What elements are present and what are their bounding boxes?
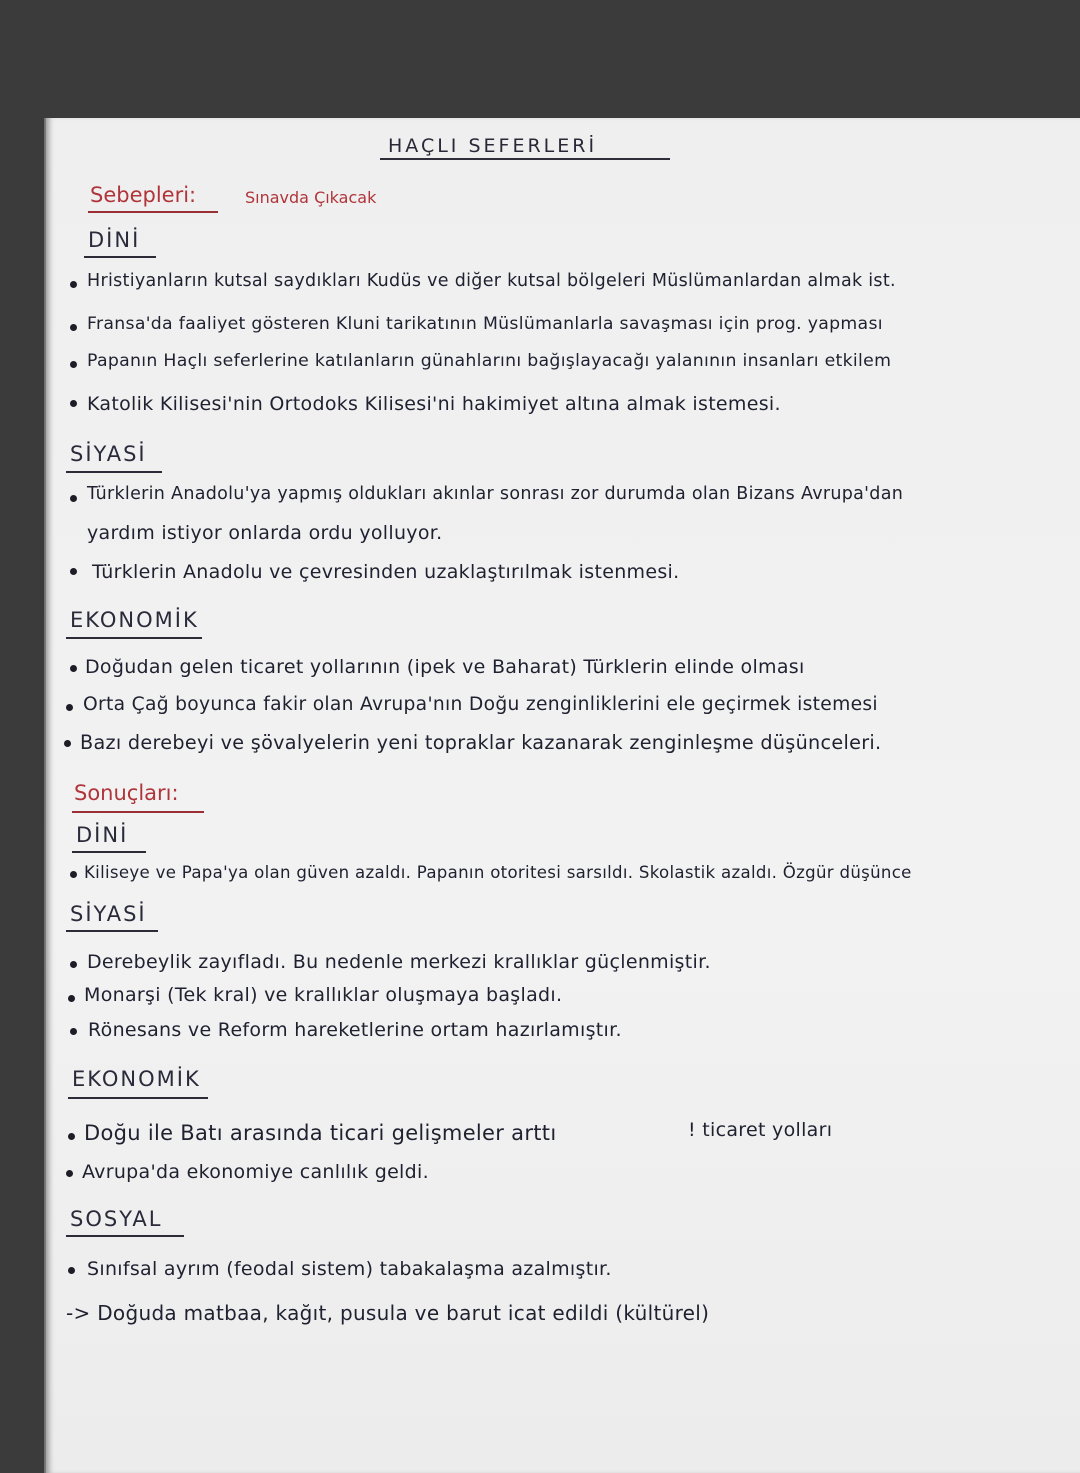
list-item: Türklerin Anadolu'ya yapmış oldukları akınlar sonrası zor durumda olan Bizans Avrupa'dan <box>87 484 904 504</box>
page-title: HAÇLI SEFERLERİ <box>388 135 598 157</box>
sebepler-siyasi-underline <box>66 471 162 473</box>
list-item: Hristiyanların kutsal saydıkları Kudüs ve diğer kutsal bölgeleri Müslümanlardan almak ist. <box>87 271 896 291</box>
bullet-icon <box>64 740 71 747</box>
list-item-side-note: ! ticaret yolları <box>688 1119 833 1141</box>
sonuclar-siyasi-underline <box>66 930 158 932</box>
list-item: Doğu ile Batı arasında ticari gelişmeler arttı <box>84 1121 557 1145</box>
list-item: Türklerin Anadolu ve çevresinden uzaklaştırılmak istenmesi. <box>92 561 680 583</box>
list-item: Bazı derebeyi ve şövalyelerin yeni topraklar kazanarak zenginleşme düşünceleri. <box>80 731 882 754</box>
bullet-icon <box>70 361 77 368</box>
sebepler-dini-underline <box>84 256 156 258</box>
sonuclar-siyasi-heading: SİYASİ <box>70 902 147 926</box>
list-item: Rönesans ve Reform hareketlerine ortam hazırlamıştır. <box>88 1019 622 1041</box>
sonuclar-ekonomik-underline <box>68 1097 208 1099</box>
sonuclar-sosyal-heading: SOSYAL <box>70 1207 163 1231</box>
list-item: Fransa'da faaliyet gösteren Kluni tarikatının Müslümanlarla savaşması için prog. yapması <box>87 314 883 334</box>
bullet-icon <box>70 568 77 575</box>
list-item: Orta Çağ boyunca fakir olan Avrupa'nın Doğu zenginliklerini ele geçirmek istemesi <box>83 694 878 715</box>
bullet-icon <box>70 961 77 968</box>
bullet-icon <box>68 1267 75 1274</box>
bullet-icon <box>70 1028 77 1035</box>
bullet-icon <box>70 400 77 407</box>
bullet-icon <box>70 324 77 331</box>
bullet-icon <box>68 1133 75 1140</box>
sebepler-dini-heading: DİNİ <box>88 228 141 252</box>
bullet-icon <box>66 704 73 711</box>
list-item: Derebeylik zayıfladı. Bu nedenle merkezi krallıklar güçlenmiştir. <box>87 951 711 973</box>
sebepler-heading: Sebepleri: <box>90 183 197 207</box>
list-item: Katolik Kilisesi'nin Ortodoks Kilisesi'ni hakimiyet altına almak istemesi. <box>87 393 781 415</box>
list-item: Kiliseye ve Papa'ya olan güven azaldı. Papanın otoritesi sarsıldı. Skolastik azaldı. Özgür düşünce <box>84 863 912 882</box>
sonuclar-sosyal-underline <box>66 1235 184 1237</box>
sonuclar-dini-underline <box>72 851 146 853</box>
sonuclar-heading: Sonuçları: <box>74 781 179 805</box>
list-item-arrow: -> Doğuda matbaa, kağıt, pusula ve barut icat edildi (kültürel) <box>66 1301 710 1325</box>
sebepler-note: Sınavda Çıkacak <box>245 188 377 207</box>
list-item: Monarşi (Tek kral) ve krallıklar oluşmaya başladı. <box>84 984 563 1006</box>
bullet-icon <box>70 495 77 502</box>
sebepler-underline <box>88 211 218 213</box>
sonuclar-underline <box>72 811 204 813</box>
list-item: Avrupa'da ekonomiye canlılık geldi. <box>82 1161 429 1183</box>
sonuclar-ekonomik-heading: EKONOMİK <box>72 1067 201 1091</box>
list-item-continuation: yardım istiyor onlarda ordu yolluyor. <box>87 522 443 544</box>
list-item: Sınıfsal ayrım (feodal sistem) tabakalaşma azalmıştır. <box>87 1258 612 1280</box>
sonuclar-dini-heading: DİNİ <box>76 823 129 847</box>
sebepler-ekonomik-heading: EKONOMİK <box>70 608 199 632</box>
sebepler-siyasi-heading: SİYASİ <box>70 442 147 466</box>
list-item: Papanın Haçlı seferlerine katılanların günahlarını bağışlayacağı yalanının insanları etkilem <box>87 351 892 371</box>
bullet-icon <box>70 281 77 288</box>
bullet-icon <box>66 1170 73 1177</box>
bullet-icon <box>70 871 77 878</box>
sebepler-ekonomik-underline <box>66 637 202 639</box>
bullet-icon <box>70 665 77 672</box>
title-underline <box>380 158 670 160</box>
bullet-icon <box>68 995 75 1002</box>
list-item: Doğudan gelen ticaret yollarının (ipek ve Baharat) Türklerin elinde olması <box>85 656 805 678</box>
